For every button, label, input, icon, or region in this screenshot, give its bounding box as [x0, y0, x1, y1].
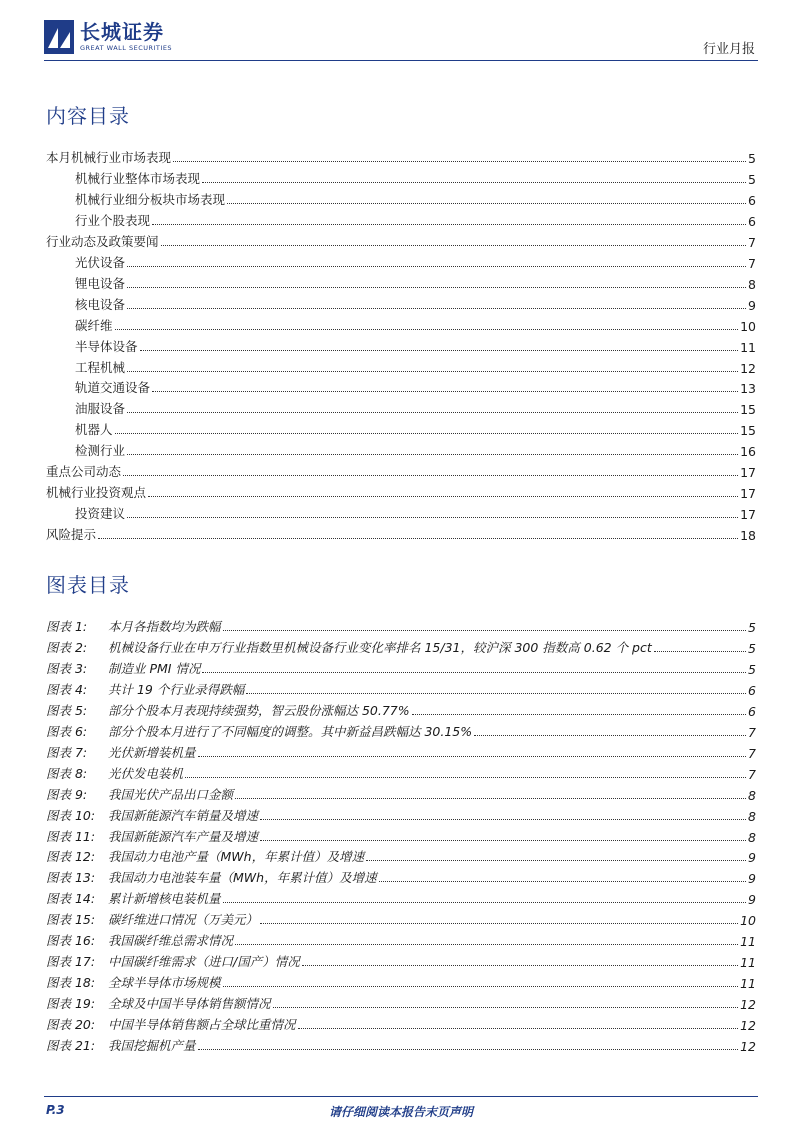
toc-entry-label: 行业动态及政策要闻: [46, 233, 159, 249]
figure-leader-dots: [246, 692, 746, 694]
toc-entry[interactable]: [75, 209, 756, 229]
figure-entry-title: 全球及中国半导体销售额情况: [108, 996, 271, 1012]
figure-leader-dots: [223, 629, 747, 631]
toc-leader-dots: [140, 349, 739, 351]
figure-leader-dots: [366, 859, 746, 861]
figure-entry[interactable]: [46, 699, 756, 719]
figure-entry-title: 累计新增核电装机量: [108, 891, 221, 907]
toc-entry-label: 投资建议: [75, 506, 126, 522]
figure-leader-dots: [302, 964, 738, 966]
figure-entry-title: 全球半导体市场规模: [108, 975, 221, 991]
figure-entry-number: 图表 19:: [46, 996, 96, 1012]
toc-entry-label: 锂电设备: [75, 275, 126, 291]
figure-entry[interactable]: [46, 950, 756, 970]
figure-entry-title: 我国挖掘机产量: [108, 1038, 196, 1053]
figure-entry-title: 我国动力电池装车量（MWh，年累计值）及增速: [108, 870, 377, 886]
toc-entry[interactable]: [75, 272, 756, 292]
figure-leader-dots: [223, 985, 739, 987]
toc-entry[interactable]: [75, 439, 756, 459]
figure-entry-title: 我国新能源汽车销量及增速: [108, 807, 259, 823]
toc-leader-dots: [127, 265, 746, 267]
toc-leader-dots: [173, 160, 746, 162]
toc-entry-page: 8: [748, 276, 756, 292]
toc-entry-page: 7: [748, 234, 756, 250]
toc-leader-dots: [115, 328, 739, 330]
figure-entry-number: 图表 15:: [46, 912, 96, 928]
toc-leader-dots: [115, 432, 739, 434]
figure-entry-number: 图表 4:: [46, 681, 88, 697]
figure-entry-title: 中国碳纤维需求（进口/国产）情况: [108, 954, 300, 970]
toc-entry-label: 碳纤维: [75, 317, 113, 333]
figure-entry-title: 本月各指数均为跌幅: [108, 619, 221, 634]
toc-entry-page: 5: [748, 171, 756, 187]
figure-entry-number: 图表 6:: [46, 723, 88, 739]
toc-entry-page: 17: [740, 486, 756, 502]
toc-entry-label: 工程机械: [75, 359, 126, 375]
toc-entry[interactable]: [46, 146, 756, 166]
figure-entry-page: 9: [748, 850, 756, 866]
toc-entry-page: 11: [740, 339, 756, 355]
figure-entry-number: 图表 12:: [46, 849, 96, 865]
figure-entry[interactable]: [46, 804, 756, 824]
toc-entry-page: 10: [740, 318, 756, 334]
toc-entry-label: 机器人: [75, 422, 113, 438]
figure-entry-number: 图表 13:: [46, 870, 96, 886]
toc-entry[interactable]: [75, 167, 756, 187]
figure-entry-page: 11: [740, 934, 756, 950]
figure-entry-page: 7: [748, 724, 756, 740]
toc-entry[interactable]: [46, 481, 756, 501]
figure-entry-title: 我国动力电池产量（MWh，年累计值）及增速: [108, 849, 365, 865]
toc-leader-dots: [127, 286, 746, 288]
figure-entry[interactable]: [46, 908, 756, 928]
toc-entry-label: 油服设备: [75, 401, 126, 417]
figure-entry-title: 共计 19 个行业录得跌幅: [108, 681, 245, 697]
figure-entry-page: 11: [740, 955, 756, 971]
toc-entry-label: 光伏设备: [75, 254, 126, 270]
toc-leader-dots: [202, 181, 746, 183]
figure-leader-dots: [412, 713, 746, 715]
toc-leader-dots: [148, 495, 738, 497]
company-logo: [44, 20, 172, 54]
toc-leader-dots: [98, 537, 738, 539]
figure-leader-dots: [235, 797, 746, 799]
figure-leader-dots: [198, 755, 747, 757]
toc-entry[interactable]: [75, 188, 756, 208]
figure-entry-number: 图表 14:: [46, 891, 96, 907]
toc-entry[interactable]: [75, 502, 756, 522]
figure-entry[interactable]: [46, 657, 756, 677]
footer-disclaimer: 请仔细阅读本报告末页声明: [328, 1105, 473, 1119]
toc-leader-dots: [227, 202, 746, 204]
figure-entry-page: 8: [748, 829, 756, 845]
toc-leader-dots: [127, 307, 746, 309]
figure-entry-page: 12: [740, 1018, 756, 1034]
toc-entry-page: 15: [740, 402, 756, 418]
figure-entry-number: 图表 8:: [46, 765, 88, 781]
figure-entry-number: 图表 16:: [46, 933, 96, 949]
toc-entry[interactable]: [75, 397, 756, 417]
figure-entry-page: 8: [748, 808, 756, 824]
figure-entry-page: 5: [748, 640, 756, 656]
figure-entry-page: 11: [740, 976, 756, 992]
figure-entry-page: 5: [748, 661, 756, 677]
header-divider: [44, 60, 758, 61]
figure-entry-number: 图表 21:: [46, 1038, 96, 1053]
figure-entry-number: 图表 1:: [46, 619, 88, 634]
toc-entry-page: 17: [740, 507, 756, 523]
logo-en-text: GREAT WALL SECURITIES: [80, 44, 173, 52]
toc-entry-label: 行业个股表现: [75, 212, 151, 228]
figure-entry-title: 光伏发电装机: [108, 765, 184, 781]
figure-entry[interactable]: [46, 825, 756, 845]
footer-page-number: P.3: [46, 1103, 65, 1117]
figure-leader-dots: [202, 671, 746, 673]
toc-leader-dots: [161, 244, 747, 246]
toc-entry-label: 机械行业细分板块市场表现: [75, 191, 226, 207]
figure-entry[interactable]: [46, 1034, 756, 1054]
figure-entry-page: 12: [740, 1039, 756, 1054]
figure-entry-title: 我国光伏产品出口金额: [108, 786, 234, 802]
toc-entry[interactable]: [75, 335, 756, 355]
toc-entry[interactable]: [75, 314, 756, 334]
page-header: [0, 0, 802, 70]
toc-entry-page: 9: [748, 297, 756, 313]
great-wall-logo-icon: [44, 20, 74, 54]
figure-entry-page: 7: [748, 745, 756, 761]
figure-entry-page: 6: [748, 703, 756, 719]
toc-entry-page: 13: [740, 381, 756, 397]
figure-entry-title: 我国新能源汽车产量及增速: [108, 828, 259, 844]
toc-leader-dots: [127, 516, 738, 518]
figure-entry[interactable]: [46, 762, 756, 782]
figure-entry[interactable]: [46, 615, 756, 635]
figure-entry-page: 6: [748, 682, 756, 698]
figure-entry[interactable]: [46, 992, 756, 1012]
toc-leader-dots: [152, 223, 746, 225]
figure-leader-dots: [298, 1027, 739, 1029]
figure-leader-dots: [474, 734, 746, 736]
figures-title: 图表目录: [46, 573, 130, 597]
figure-entry[interactable]: [46, 783, 756, 803]
figure-entry-number: 图表 9:: [46, 786, 88, 802]
toc-entry-label: 检测行业: [75, 443, 126, 459]
figure-leader-dots: [260, 839, 746, 841]
figure-entry-number: 图表 2:: [46, 639, 88, 655]
figure-entry-title: 我国碳纤维总需求情况: [108, 933, 234, 949]
figure-entry-page: 7: [748, 766, 756, 782]
toc-entry-label: 本月机械行业市场表现: [46, 150, 172, 165]
toc-entry-label: 机械行业投资观点: [46, 485, 147, 501]
toc-entry[interactable]: [46, 230, 756, 250]
figure-entry[interactable]: [46, 971, 756, 991]
toc-entry-label: 核电设备: [75, 296, 126, 312]
figure-entry-title: 光伏新增装机量: [108, 744, 196, 760]
figure-entry[interactable]: [46, 636, 756, 656]
figure-entry-title: 碳纤维进口情况（万美元）: [108, 912, 259, 928]
figure-entry[interactable]: [46, 887, 756, 907]
figure-entry-page: 9: [748, 871, 756, 887]
figure-leader-dots: [185, 776, 746, 778]
toc-leader-dots: [123, 474, 738, 476]
figure-entry-page: 8: [748, 787, 756, 803]
figure-entry-page: 12: [740, 997, 756, 1013]
toc-leader-dots: [127, 411, 738, 413]
figure-leader-dots: [223, 901, 747, 903]
toc-entry-page: 18: [740, 528, 756, 544]
toc-entry-page: 7: [748, 255, 756, 271]
figure-entry-number: 图表 10:: [46, 807, 96, 823]
document-type: 行业月报: [702, 42, 755, 57]
toc-entry[interactable]: [75, 251, 756, 271]
figure-entry-page: 10: [740, 913, 756, 929]
toc-leader-dots: [152, 390, 738, 392]
figure-leader-dots: [235, 943, 738, 945]
toc-entry-page: 5: [748, 151, 756, 166]
figure-entry[interactable]: [46, 678, 756, 698]
figure-entry-title: 部分个股本月进行了不同幅度的调整。其中新益昌跌幅达 30.15%: [108, 723, 473, 739]
figure-entry-number: 图表 3:: [46, 660, 88, 676]
logo-cn-text: 长城证券: [80, 20, 164, 44]
figure-entry-number: 图表 5:: [46, 702, 88, 718]
figure-leader-dots: [273, 1006, 739, 1008]
figure-entry-number: 图表 18:: [46, 975, 96, 991]
toc-entry-page: 12: [740, 360, 756, 376]
toc-entry[interactable]: [46, 460, 756, 480]
toc-entry-page: 16: [740, 444, 756, 460]
figure-entry-number: 图表 17:: [46, 954, 96, 970]
footer-divider: [44, 1096, 758, 1097]
figure-entry[interactable]: [46, 866, 756, 886]
toc-entry-label: 机械行业整体市场表现: [75, 170, 201, 186]
toc-entry[interactable]: [75, 356, 756, 376]
toc-entry[interactable]: [75, 376, 756, 396]
figure-entry-title: 中国半导体销售额占全球比重情况: [108, 1017, 296, 1033]
figure-entry[interactable]: [46, 929, 756, 949]
toc-title: 内容目录: [46, 104, 130, 128]
toc-entry-page: 15: [740, 423, 756, 439]
toc-entry-label: 重点公司动态: [46, 464, 122, 480]
figure-entry-title: 部分个股本月表现持续强势，智云股份涨幅达 50.77%: [108, 702, 410, 718]
toc-leader-dots: [127, 370, 738, 372]
figure-entry[interactable]: [46, 1013, 756, 1033]
toc-entry-page: 17: [740, 465, 756, 481]
figure-entry-number: 图表 7:: [46, 744, 88, 760]
figure-entry[interactable]: [46, 720, 756, 740]
figure-leader-dots: [379, 880, 746, 882]
toc-entry-page: 6: [748, 192, 756, 208]
toc-leader-dots: [127, 453, 738, 455]
figure-entry-page: 9: [748, 892, 756, 908]
toc-entry[interactable]: [75, 418, 756, 438]
toc-entry-label: 轨道交通设备: [75, 380, 151, 396]
figure-entry[interactable]: [46, 741, 756, 761]
toc-entry-label: 风险提示: [46, 527, 97, 543]
figure-entry[interactable]: [46, 845, 756, 865]
figure-entry-title: 制造业 PMI 情况: [108, 660, 201, 676]
toc-entry-label: 半导体设备: [75, 338, 138, 354]
figure-leader-dots: [654, 650, 746, 652]
toc-entry[interactable]: [46, 523, 756, 543]
figure-entry-title: 机械设备行业在申万行业指数里机械设备行业变化率排名 15/31，较沪深 300 指数高 0.62 个 pct: [108, 639, 652, 655]
figure-leader-dots: [260, 818, 746, 820]
toc-entry[interactable]: [75, 293, 756, 313]
toc-entry-page: 6: [748, 213, 756, 229]
figure-entry-number: 图表 11:: [46, 828, 96, 844]
figure-leader-dots: [198, 1048, 739, 1050]
figure-leader-dots: [260, 922, 738, 924]
figure-entry-number: 图表 20:: [46, 1017, 96, 1033]
figure-entry-page: 5: [748, 620, 756, 635]
